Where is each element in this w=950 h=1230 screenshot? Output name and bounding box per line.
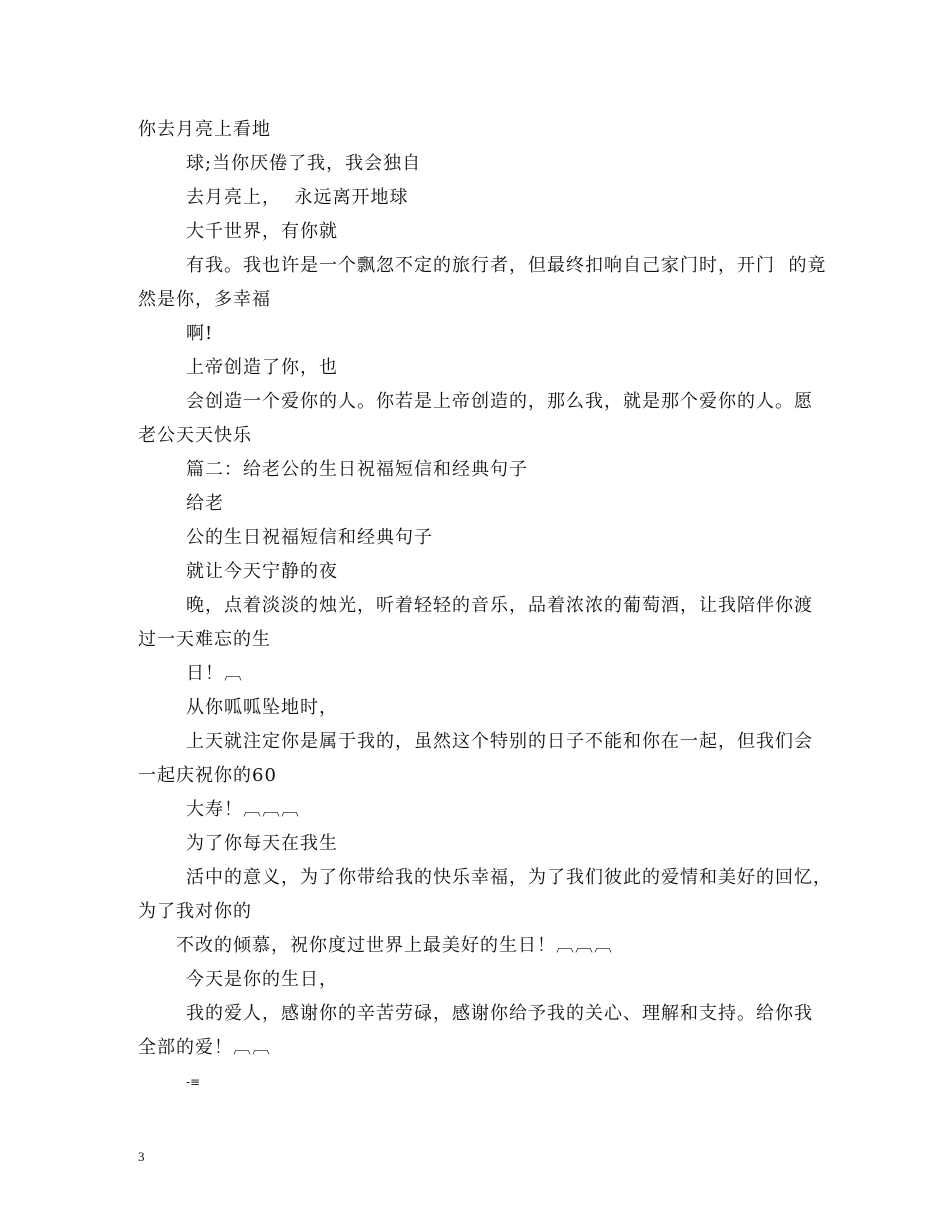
text-line: 一起庆祝你的60: [138, 765, 277, 786]
text-line: 老公天天快乐: [138, 425, 252, 446]
text-line: 不改的倾慕，祝你度过世界上最美好的生日！︹︹︹: [176, 935, 613, 956]
section-heading: 篇二：给老公的生日祝福短信和经典句子: [186, 459, 528, 480]
text-line: 然是你，多幸福: [138, 289, 271, 310]
text-line: 啊!: [186, 323, 214, 344]
page-number: 3: [138, 1149, 145, 1164]
text-line: 晚，点着淡淡的烛光，听着轻轻的音乐，品着浓浓的葡萄酒，让我陪伴你渡: [186, 595, 813, 616]
text-line: 给老: [186, 493, 224, 514]
text-line: 全部的爱！︹︹: [138, 1037, 271, 1058]
text-line: 今天是你的生日，: [186, 969, 338, 990]
text-line: 日！︹: [186, 663, 243, 684]
stray-mark: -≡: [186, 1075, 201, 1089]
text-line: 球;当你厌倦了我，我会独自: [186, 153, 422, 174]
text-line: 大寿！︹︹︹: [186, 799, 300, 820]
text-line: 去月亮上， 永远离开地球: [186, 187, 409, 208]
text-line: 有我。我也许是一个飘忽不定的旅行者，但最终扣响自己家门时，开门 的竟: [186, 255, 827, 276]
text-line: 为了我对你的: [138, 901, 252, 922]
text-line: 过一天难忘的生: [138, 629, 271, 650]
text-line: 上天就注定你是属于我的，虽然这个特别的日子不能和你在一起，但我们会: [186, 731, 813, 752]
text-line: 大千世界，有你就: [186, 221, 338, 242]
text-line: 我的爱人，感谢你的辛苦劳碌，感谢你给予我的关心、理解和支持。给你我: [186, 1003, 813, 1024]
text-line: 公的生日祝福短信和经典句子: [186, 527, 433, 548]
text-line: 上帝创造了你，也: [186, 357, 338, 378]
document-body: [0, 113, 950, 1099]
text-line: 为了你每天在我生: [186, 833, 338, 854]
text-line: 活中的意义，为了你带给我的快乐幸福，为了我们彼此的爱情和美好的回忆，: [186, 867, 832, 888]
text-line: 从你呱呱坠地时，: [186, 697, 338, 718]
text-line: 你去月亮上看地: [138, 119, 271, 140]
text-line: 就让今天宁静的夜: [186, 561, 338, 582]
text-line: 会创造一个爱你的人。你若是上帝创造的，那么我，就是那个爱你的人。愿: [186, 391, 813, 412]
